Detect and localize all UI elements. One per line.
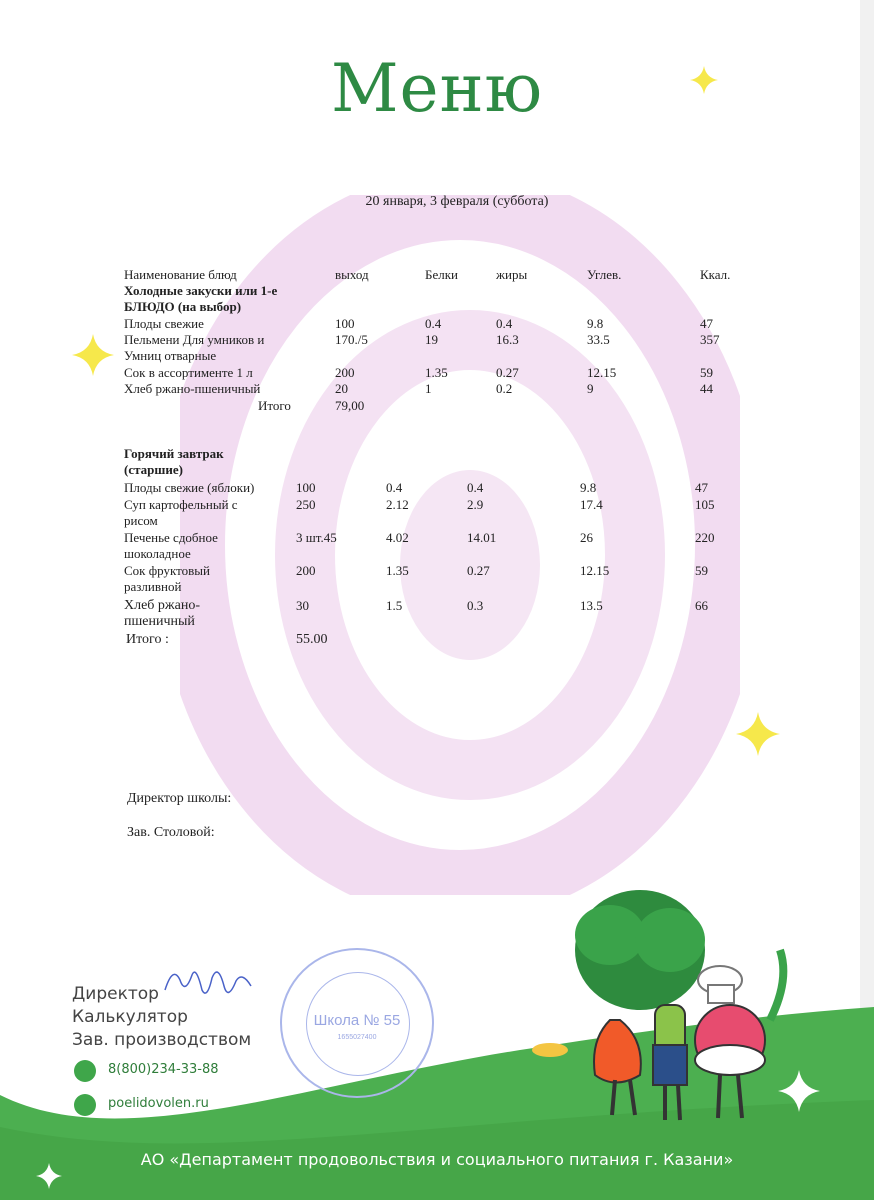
dish-fats: 0.3 xyxy=(467,598,484,613)
dish-carbs: 17.4 xyxy=(580,497,603,512)
dish-proteins: 1 xyxy=(425,381,432,396)
handwritten-signature xyxy=(160,960,255,1005)
background-swirl xyxy=(180,195,740,895)
dish-fats: 0.4 xyxy=(467,480,484,495)
dish-name: Сок фруктовый xyxy=(124,563,210,578)
phone-number[interactable]: 8(800)234-33-88 xyxy=(108,1062,219,1077)
dish-fats: 0.27 xyxy=(467,563,490,578)
star-icon xyxy=(776,1070,822,1112)
stamp-text: Школа № 55 xyxy=(313,1012,401,1029)
total-value: 55.00 xyxy=(296,632,328,647)
dish-fats: 2.9 xyxy=(467,497,484,512)
dish-output: 3 шт.45 xyxy=(296,530,337,545)
header-name: Наименование блюд xyxy=(124,267,237,282)
dish-proteins: 0.4 xyxy=(425,316,442,331)
company-name: АО «Департамент продовольствия и социального питания г. Казани» xyxy=(140,1150,734,1169)
website-link[interactable]: poelidovolen.ru xyxy=(108,1096,209,1111)
dish-carbs: 13.5 xyxy=(580,598,603,613)
mascots-illustration xyxy=(520,880,820,1130)
staff-title: Калькулятор xyxy=(72,1007,188,1027)
header-carbs: Углев. xyxy=(587,267,622,282)
total-label: Итого : xyxy=(126,632,169,647)
dish-output: 100 xyxy=(296,480,316,495)
page-title: Меню xyxy=(330,50,544,127)
director-signature-label: Директор школы: xyxy=(127,791,232,806)
globe-icon xyxy=(74,1094,96,1116)
dish-kcal: 59 xyxy=(695,563,708,578)
dish-fats: 14.01 xyxy=(467,530,497,545)
dish-name-cont: шоколадное xyxy=(124,546,191,561)
dish-name: Плоды свежие (яблоки) xyxy=(124,480,255,495)
section-title: (старшие) xyxy=(124,462,183,477)
school-stamp xyxy=(280,948,434,1098)
dish-fats: 0.2 xyxy=(496,381,513,396)
dish-name: Сок в ассортименте 1 л xyxy=(124,365,253,380)
dish-carbs: 9 xyxy=(587,381,594,396)
dish-proteins: 2.12 xyxy=(386,497,409,512)
dish-proteins: 1.35 xyxy=(386,563,409,578)
section-title: Холодные закуски или 1-е xyxy=(124,283,278,298)
dish-output: 100 xyxy=(335,316,355,331)
section-title: Горячий завтрак xyxy=(124,446,224,461)
dish-kcal: 47 xyxy=(695,480,708,495)
dish-proteins: 1.5 xyxy=(386,598,403,613)
header-output: выход xyxy=(335,267,369,282)
dish-output: 20 xyxy=(335,381,348,396)
header-proteins: Белки xyxy=(425,267,458,282)
section-title: БЛЮДО (на выбор) xyxy=(124,299,242,314)
dish-name: Плоды свежие xyxy=(124,316,204,331)
dish-name: Хлеб ржано- xyxy=(124,598,200,613)
dish-carbs: 26 xyxy=(580,530,593,545)
dish-proteins: 1.35 xyxy=(425,365,448,380)
dish-carbs: 12.15 xyxy=(587,365,617,380)
dish-proteins: 4.02 xyxy=(386,530,409,545)
dish-fats: 0.4 xyxy=(496,316,513,331)
dish-output: 200 xyxy=(296,563,316,578)
dish-name-cont: Умниц отварные xyxy=(124,348,217,363)
staff-title: Зав. производством xyxy=(72,1030,252,1050)
dish-kcal: 220 xyxy=(695,530,715,545)
dish-kcal: 357 xyxy=(700,332,720,347)
dish-fats: 0.27 xyxy=(496,365,519,380)
star-icon xyxy=(70,334,116,376)
dish-kcal: 66 xyxy=(695,598,708,613)
dish-carbs: 12.15 xyxy=(580,563,610,578)
canteen-signature-label: Зав. Столовой: xyxy=(127,825,215,840)
staff-title: Директор xyxy=(72,984,159,1004)
dish-name-cont: разливной xyxy=(124,579,182,594)
dish-name: Печенье сдобное xyxy=(124,530,218,545)
dish-kcal: 105 xyxy=(695,497,715,512)
dish-output: 250 xyxy=(296,497,316,512)
star-icon xyxy=(736,712,780,756)
dish-name-cont: пшеничный xyxy=(124,614,195,629)
dish-kcal: 44 xyxy=(700,381,713,396)
phone-icon xyxy=(74,1060,96,1082)
dish-name: Пельмени Для умников и xyxy=(124,332,265,347)
dish-name: Суп картофельный с xyxy=(124,497,238,512)
menu-date: 20 января, 3 февраля (суббота) xyxy=(365,194,549,209)
dish-output: 170./5 xyxy=(335,332,368,347)
dish-name: Хлеб ржано-пшеничный xyxy=(124,381,261,396)
dish-name-cont: рисом xyxy=(124,513,158,528)
dish-kcal: 59 xyxy=(700,365,713,380)
dish-output: 200 xyxy=(335,365,355,380)
stamp-number: 1655027400 xyxy=(337,1034,377,1041)
dish-output: 30 xyxy=(296,598,309,613)
total-label: Итого xyxy=(258,398,291,413)
dish-proteins: 19 xyxy=(425,332,438,347)
dish-kcal: 47 xyxy=(700,316,713,331)
dish-carbs: 9.8 xyxy=(587,316,604,331)
dish-carbs: 9.8 xyxy=(580,480,597,495)
dish-fats: 16.3 xyxy=(496,332,519,347)
dish-carbs: 33.5 xyxy=(587,332,610,347)
total-value: 79,00 xyxy=(335,398,365,413)
dish-proteins: 0.4 xyxy=(386,480,403,495)
header-fats: жиры xyxy=(496,267,528,282)
header-kcal: Ккал. xyxy=(700,267,731,282)
